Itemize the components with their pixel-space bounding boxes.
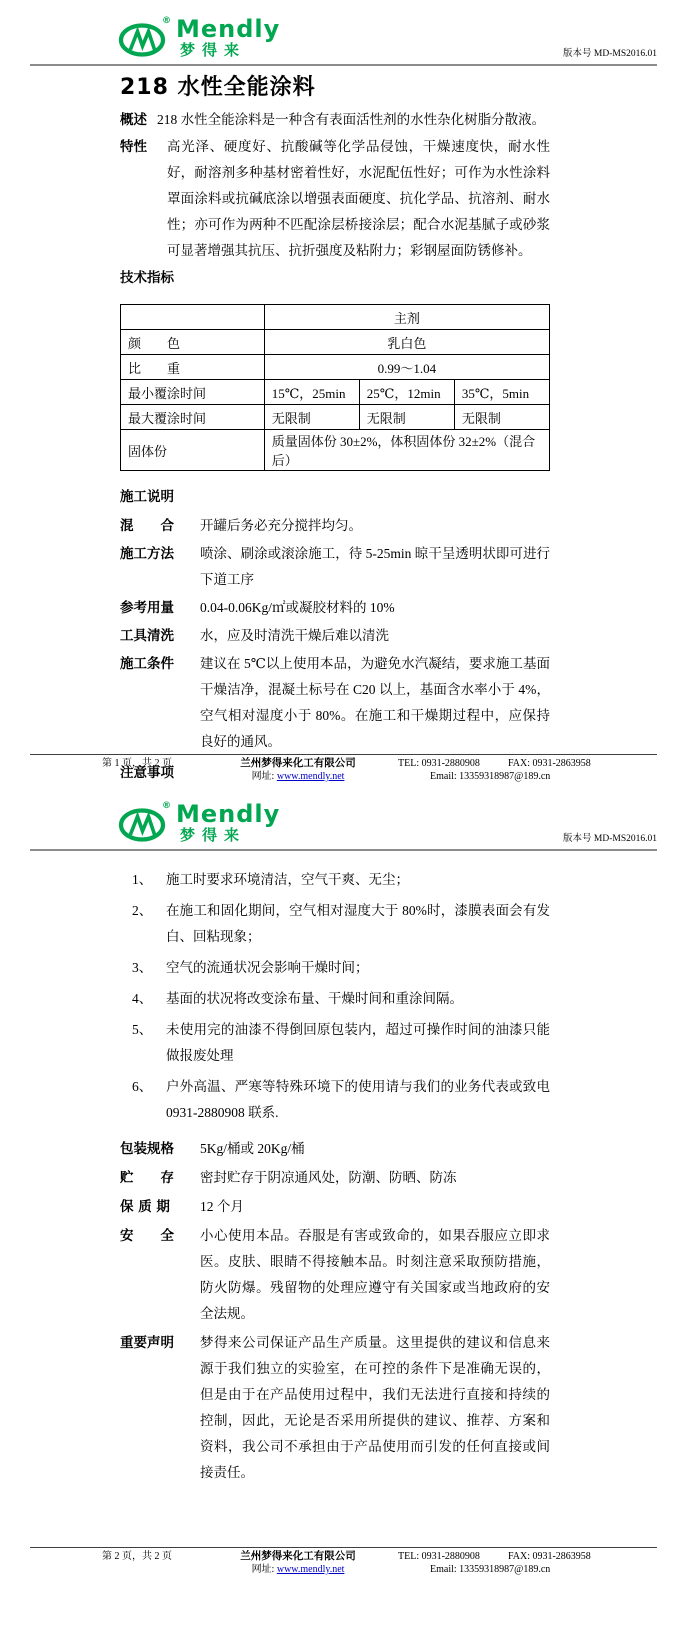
construction-text: 0.04-0.06Kg/㎡或凝胶材料的 10%	[200, 600, 395, 615]
construction-label: 施工条件	[120, 656, 174, 672]
page-title: 218 水性全能涂料	[120, 75, 316, 100]
spec-value: 质量固体份 30±2%，体积固体份 32±2%（混合后）	[264, 430, 549, 471]
product-info-list	[120, 1136, 550, 1486]
note-text: 施工时要求环境清洁，空气干爽、无尘；	[166, 872, 409, 887]
spec-cell: 25℃，12min	[359, 380, 454, 405]
page-1	[0, 0, 687, 785]
header-divider	[30, 64, 657, 66]
registered-mark: ®	[162, 801, 171, 811]
construction-text: 建议在 5℃以上使用本品，为避免水汽凝结，要求施工基面干燥洁净，混凝土标号在 C20 以上，基面含水率小于 4%，空气相对湿度小于 80%。在施工和干燥期过程中，应保持良好的通风。	[200, 656, 550, 749]
website-link[interactable]: www.mendly.net	[276, 771, 345, 782]
fax: FAX: 0931-2863958	[507, 758, 591, 769]
tel: TEL: 0931-2880908	[398, 758, 480, 769]
spec-label: 最小覆涂时间	[121, 380, 265, 405]
spec-value: 0.99～1.04	[264, 355, 549, 380]
table-row	[121, 305, 550, 330]
note-item	[132, 1017, 550, 1069]
fax: FAX: 0931-2863958	[507, 1551, 591, 1562]
brand-name: Mendly	[176, 15, 281, 43]
info-label: 重要声明	[120, 1335, 174, 1351]
version-label: 版本号 MD-MS2016.01	[563, 49, 657, 59]
mendly-logo-ellipse-m-icon	[118, 803, 168, 845]
spec-value: 乳白色	[264, 330, 549, 355]
table-row	[121, 405, 550, 430]
spec-header-main: 主剂	[264, 305, 549, 330]
construction-text: 开罐后务必充分搅拌均匀。	[200, 518, 362, 533]
info-text: 5Kg/桶或 20Kg/桶	[200, 1141, 305, 1156]
construction-text: 喷涂、刷涂或滚涂施工，待 5-25min 晾干呈透明状即可进行下道工序	[200, 546, 550, 587]
construction-list	[120, 513, 550, 755]
note-number: 5、	[132, 1022, 153, 1037]
header-divider	[30, 849, 657, 851]
table-row	[121, 330, 550, 355]
features-label: 特性	[120, 139, 147, 155]
info-label: 贮 存	[120, 1170, 174, 1186]
website-link[interactable]: www.mendly.net	[276, 1564, 345, 1575]
mendly-logo-ellipse-m-icon	[118, 18, 168, 60]
note-text: 未使用完的油漆不得倒回原包装内，超过可操作时间的油漆只能做报废处理	[166, 1022, 550, 1063]
page-footer	[30, 754, 657, 783]
construction-label: 工具清洗	[120, 628, 174, 644]
features-text: 高光泽、硬度好、抗酸碱等化学品侵蚀，干燥速度快，耐水性好，耐溶剂多种基材密着性好，水泥配伍性好；可作为水性涂料罩面涂料或抗碱底涂以增强表面硬度、抗化学品、抗溶剂、耐水性；亦可作为两种不匹配涂层桥接涂层；配合水泥基腻子或砂浆可显著增强其抗压、抗折强度及粘附力；彩钢屋面防锈修补。	[167, 139, 550, 258]
company-name: 兰州梦得来化工有限公司	[240, 758, 356, 769]
info-text: 密封贮存于阴凉通风处，防潮、防晒、防冻	[200, 1170, 457, 1185]
construction-text: 水，应及时清洗干燥后难以清洗	[200, 628, 389, 643]
table-row	[121, 430, 550, 471]
note-item	[132, 986, 550, 1012]
brand-name-cn: 梦得来	[180, 826, 247, 844]
overview-label: 概述	[120, 112, 147, 128]
tech-spec-heading: 技术指标	[120, 270, 174, 286]
overview-row	[120, 106, 550, 134]
info-label: 保 质 期	[120, 1199, 170, 1215]
page-number: 第 1 页，共 2 页	[102, 758, 172, 769]
spec-cell: 无限制	[264, 405, 359, 430]
site-label: 网址:	[251, 771, 277, 782]
page-header	[0, 785, 687, 849]
info-label: 包装规格	[120, 1141, 174, 1157]
version-label: 版本号 MD-MS2016.01	[563, 834, 657, 844]
note-text: 在施工和固化期间，空气相对湿度大于 80%时，漆膜表面会有发白、回粘现象；	[166, 903, 550, 944]
spec-label: 比 重	[121, 355, 265, 380]
spec-label: 颜 色	[121, 330, 265, 355]
mendly-logo	[118, 800, 281, 845]
brand-name-cn: 梦得来	[180, 41, 247, 59]
spec-cell: 无限制	[454, 405, 549, 430]
note-number: 4、	[132, 991, 153, 1006]
note-text: 空气的流通状况会影响干燥时间；	[166, 960, 369, 975]
brand-name: Mendly	[176, 800, 281, 828]
construction-label: 施工方法	[120, 546, 174, 562]
table-row	[121, 380, 550, 405]
table-row	[121, 355, 550, 380]
spec-cell: 无限制	[359, 405, 454, 430]
page-number: 第 2 页，共 2 页	[102, 1551, 172, 1562]
note-number: 6、	[132, 1079, 153, 1094]
note-text: 基面的状况将改变涂布量、干燥时间和重涂间隔。	[166, 991, 463, 1006]
notes-heading: 注意事项	[120, 765, 174, 781]
site-label: 网址:	[251, 1564, 277, 1575]
mendly-logo	[118, 15, 281, 60]
note-item	[132, 955, 550, 981]
info-text: 12 个月	[200, 1199, 244, 1214]
page-footer	[30, 1547, 657, 1576]
construction-label: 混 合	[120, 518, 174, 534]
overview-text: 218 水性全能涂料是一种含有表面活性剂的水性杂化树脂分散液。	[157, 112, 546, 127]
tel: TEL: 0931-2880908	[398, 1551, 480, 1562]
info-text: 梦得来公司保证产品生产质量。这里提供的建议和信息来源于我们独立的实验室，在可控的条件下是准确无误的，但是由于在产品使用过程中，我们无法进行直接和持续的控制，因此，无论是否采用所提供的建议、推荐、方案和资料，我公司不承担由于产品使用而引发的任何直接或间接责任。	[200, 1335, 550, 1480]
spec-empty-cell	[121, 305, 265, 330]
info-label: 安 全	[120, 1228, 174, 1244]
spec-cell: 35℃，5min	[454, 380, 549, 405]
info-text: 小心使用本品。吞服是有害或致命的，如果吞服应立即求医。皮肤、眼睛不得接触本品。时刻注意采取预防措施，防火防爆。残留物的处理应遵守有关国家或当地政府的安全法规。	[200, 1228, 550, 1321]
page-2	[0, 785, 687, 1638]
registered-mark: ®	[162, 16, 171, 26]
company-name: 兰州梦得来化工有限公司	[240, 1551, 356, 1562]
page-header	[0, 0, 687, 64]
email: Email: 13359318987@189.cn	[430, 771, 551, 782]
note-item	[132, 867, 550, 893]
features-row	[120, 134, 550, 264]
note-text: 户外高温、严寒等特殊环境下的使用请与我们的业务代表或致电 0931-2880908 联系.	[166, 1079, 550, 1120]
notes-list	[120, 867, 550, 1126]
note-item	[132, 1074, 550, 1126]
spec-label: 固体份	[121, 430, 265, 471]
email: Email: 13359318987@189.cn	[430, 1564, 551, 1575]
note-number: 2、	[132, 903, 153, 918]
note-number: 1、	[132, 872, 153, 887]
note-item	[132, 898, 550, 950]
tech-spec-table	[120, 304, 550, 471]
spec-cell: 15℃，25min	[264, 380, 359, 405]
construction-label: 参考用量	[120, 600, 174, 616]
construction-heading: 施工说明	[120, 489, 174, 505]
spec-label: 最大覆涂时间	[121, 405, 265, 430]
note-number: 3、	[132, 960, 153, 975]
